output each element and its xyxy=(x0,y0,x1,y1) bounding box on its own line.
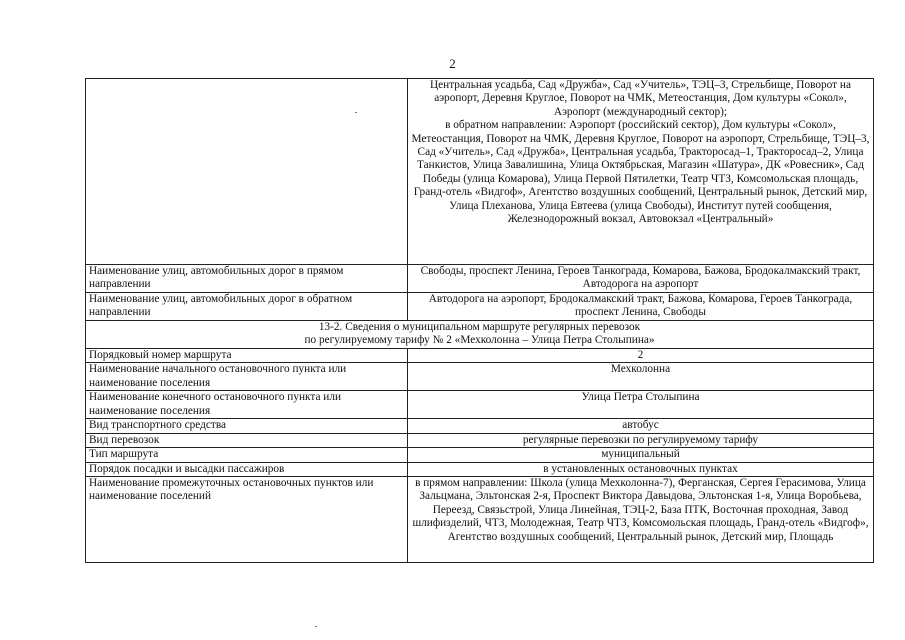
route-info-table xyxy=(85,78,874,563)
table-row xyxy=(86,477,874,563)
streets-reverse-label: Наименование улиц, автомобильных дорог в обратном направлении xyxy=(86,293,408,321)
table-row xyxy=(86,321,874,349)
route2-forward-stops: в прямом направлении: Школа (улица Мехколонна-7), Ферганская, Сергея Герасимова, Улица Зальцмана, Эльтонская 2-я, Проспект Виктора Давыдова, Эльтонская 1-я, Улица Воробьева, Переезд, Связьстрой, Улица Линейная, ТЭЦ-2, База ПТК, Восточная проходная, Завод шлифизделий, ЧТЗ, Молодежная, Театр ЧТЗ, Комсомольская площадь, Гранд-отель «Видгоф», Агентство воздушных сообщений, Центральный рынок, Детский мир, Площадь xyxy=(408,477,874,563)
row-value: муниципальный xyxy=(408,448,874,462)
route1-stops-continuation xyxy=(408,79,874,265)
streets-forward-value: Свободы, проспект Ленина, Героев Танкограда, Комарова, Бажова, Бродокалмакский тракт, Автодорога на аэропорт xyxy=(408,265,874,293)
table-row xyxy=(86,79,874,265)
row-value: регулярные перевозки по регулируемому тарифу xyxy=(408,433,874,447)
section-heading-line2: по регулируемому тарифу № 2 «Мехколонна – Улица Петра Столыпина» xyxy=(304,334,655,347)
row-value: 2 xyxy=(408,349,874,363)
streets-reverse-value: Автодорога на аэропорт, Бродокалмакский тракт, Бажова, Комарова, Героев Танкограда, проспект Ленина, Свободы xyxy=(408,293,874,321)
row-label: Порядковый номер маршрута xyxy=(86,349,408,363)
row-label: Наименование начального остановочного пункта или наименование поселения xyxy=(86,363,408,391)
row-value: Улица Петра Столыпина xyxy=(408,391,874,419)
row-label: Вид транспортного средства xyxy=(86,419,408,433)
table-row xyxy=(86,391,874,419)
row-value: в установленных остановочных пунктах xyxy=(408,462,874,476)
empty-cell xyxy=(86,79,408,265)
row-label: Порядок посадки и высадки пассажиров xyxy=(86,462,408,476)
row-label: Вид перевозок xyxy=(86,433,408,447)
page-number: 2 xyxy=(449,56,456,71)
table-row xyxy=(86,433,874,447)
row-label: Наименование конечного остановочного пункта или наименование поселения xyxy=(86,391,408,419)
table-row xyxy=(86,265,874,293)
table-row xyxy=(86,349,874,363)
table-row xyxy=(86,419,874,433)
streets-forward-label: Наименование улиц, автомобильных дорог в прямом направлении xyxy=(86,265,408,293)
section-heading-line1: 13-2. Сведения о муниципальном маршруте регулярных перевозок xyxy=(318,321,641,333)
stops-label: Наименование промежуточных остановочных пунктов или наименование поселений xyxy=(86,477,408,563)
route1-forward-tail: Центральная усадьба, Сад «Дружба», Сад «Учитель», ТЭЦ–3, Стрельбище, Поворот на аэропорт, Деревня Круглое, Поворот на ЧМК, Метеостанция, Дом культуры «Сокол», Аэропорт (международный сектор); xyxy=(430,79,851,118)
table-row xyxy=(86,293,874,321)
table-row xyxy=(86,363,874,391)
scan-speck xyxy=(315,626,317,627)
row-value: Мехколонна xyxy=(408,363,874,391)
row-value: автобус xyxy=(408,419,874,433)
section-heading xyxy=(86,321,874,349)
row-label: Тип маршрута xyxy=(86,448,408,462)
table-row xyxy=(86,448,874,462)
table-row xyxy=(86,462,874,476)
route1-reverse-stops: в обратном направлении: Аэропорт (российский сектор), Дом культуры «Сокол», Метеостанция, Поворот на ЧМК, Деревня Круглое, Поворот на аэропорт, Стрельбище, ТЭЦ–3, Сад «Учитель», Сад «Дружба», Центральная усадьба, Тракторосад–1, Тракторосад–2, Улица Танкистов, Улица Завалишина, Улица Октябрьская, Магазин «Шатура», ДК «Ровесник», Сад Победы (улица Комарова), Улица Первой Пятилетки, Театр ЧТЗ, Комсомольская площадь, Гранд-отель «Видгоф», Агентство воздушных сообщений, Центральный рынок, Детский мир, Улица Плеханова, Улица Евтеева (улица Свободы), Институт путей сообщения, Железнодорожный вокзал, Автовокзал «Центральный» xyxy=(411,119,870,226)
